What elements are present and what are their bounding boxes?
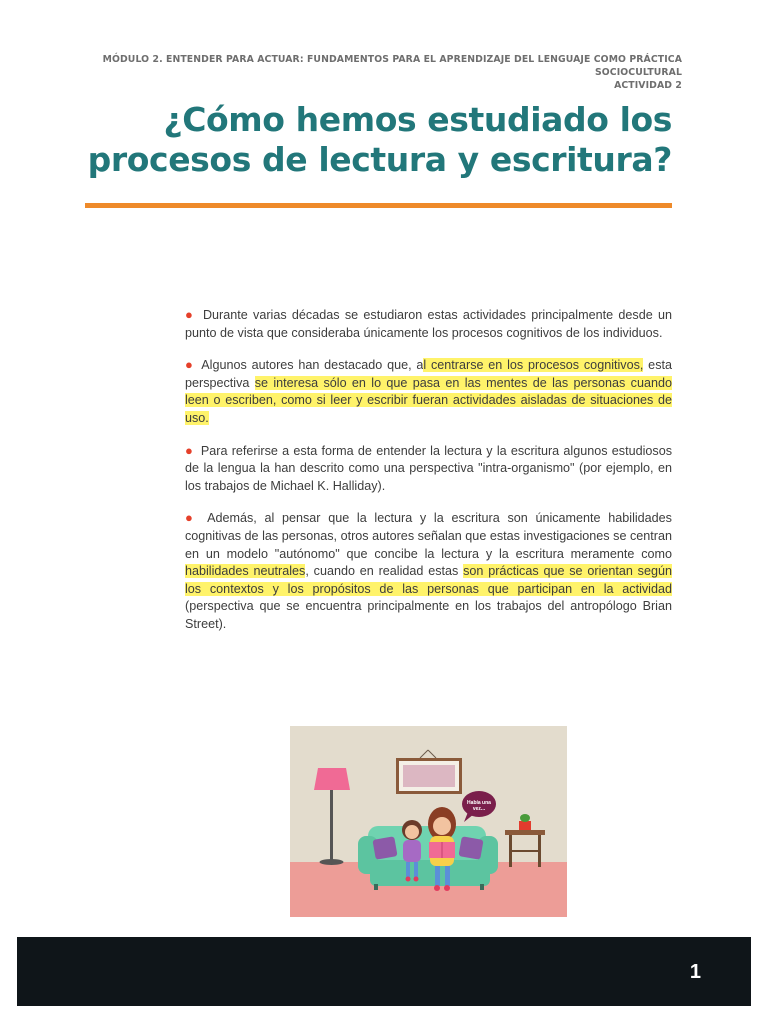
- paragraph-text: Algunos autores han destacado que, a: [201, 358, 424, 373]
- paragraph-text: Durante varias décadas se estudiaron estas actividades principalmente desde un punto de vista que consideraba únicamente los procesos cognitivos de los individuos.: [185, 308, 673, 340]
- paragraph-text: Además, al pensar que la lectura y la escritura son únicamente habilidades cognitivas de las personas, otros autores señalan que estas investigaciones se centran en un modelo "autónomo" que concibe la lectura y la escritura meramente como: [185, 511, 672, 561]
- bullet-dot-icon: ●: [185, 307, 195, 322]
- paragraph-text: , cuando en realidad estas: [305, 564, 464, 579]
- bullet-paragraph: [185, 306, 672, 342]
- body-text: [185, 306, 672, 648]
- highlighted-text: l centrarse en los procesos cognitivos,: [423, 358, 644, 373]
- activity-label: ACTIVIDAD 2: [614, 80, 682, 91]
- module-header: [42, 53, 682, 92]
- paragraph-text: Para referirse a esta forma de entender la lectura y la escritura algunos estudiosos de la lengua la han descrito como una perspectiva "intra-organismo" (por ejemplo, en los trabajos de Michael K. Halliday).: [185, 443, 672, 493]
- highlighted-text: son prácticas que se orientan según los contextos y los propósitos de las personas que participan en la actividad: [185, 564, 672, 596]
- bullet-dot-icon: ●: [185, 442, 194, 458]
- bullet-dot-icon: ●: [185, 510, 198, 526]
- title-line-2: procesos de lectura y escritura?: [87, 140, 672, 179]
- paragraph-text: (perspectiva que se encuentra principalmente en los trabajos del antropólogo Brian Street).: [185, 599, 672, 631]
- bullet-paragraph: [185, 509, 672, 633]
- bullet-dot-icon: ●: [185, 357, 195, 373]
- module-title: MÓDULO 2. ENTENDER PARA ACTUAR: FUNDAMENTOS PARA EL APRENDIZAJE DEL LENGUAJE COMO PRÁCTICA SOCIOCULTURAL: [102, 54, 682, 78]
- paragraph-text: esta perspectiva: [185, 358, 672, 390]
- bullet-paragraph: [185, 442, 672, 496]
- orange-divider: [85, 203, 672, 208]
- reading-illustration: [290, 726, 567, 917]
- highlighted-text: habilidades neutrales: [185, 564, 306, 579]
- bullet-paragraph: [185, 356, 672, 427]
- page-footer: [17, 937, 751, 1006]
- title-line-1: ¿Cómo hemos estudiado los: [163, 100, 672, 139]
- highlighted-text: se interesa sólo en lo que pasa en las mentes de las personas cuando leen o escriben, como si leer y escribir fueran actividades aisladas de situaciones de uso.: [185, 375, 672, 425]
- page-number: 1: [689, 961, 701, 983]
- speech-bubble-text: Había una vez...: [467, 800, 491, 812]
- page-title: [32, 100, 672, 180]
